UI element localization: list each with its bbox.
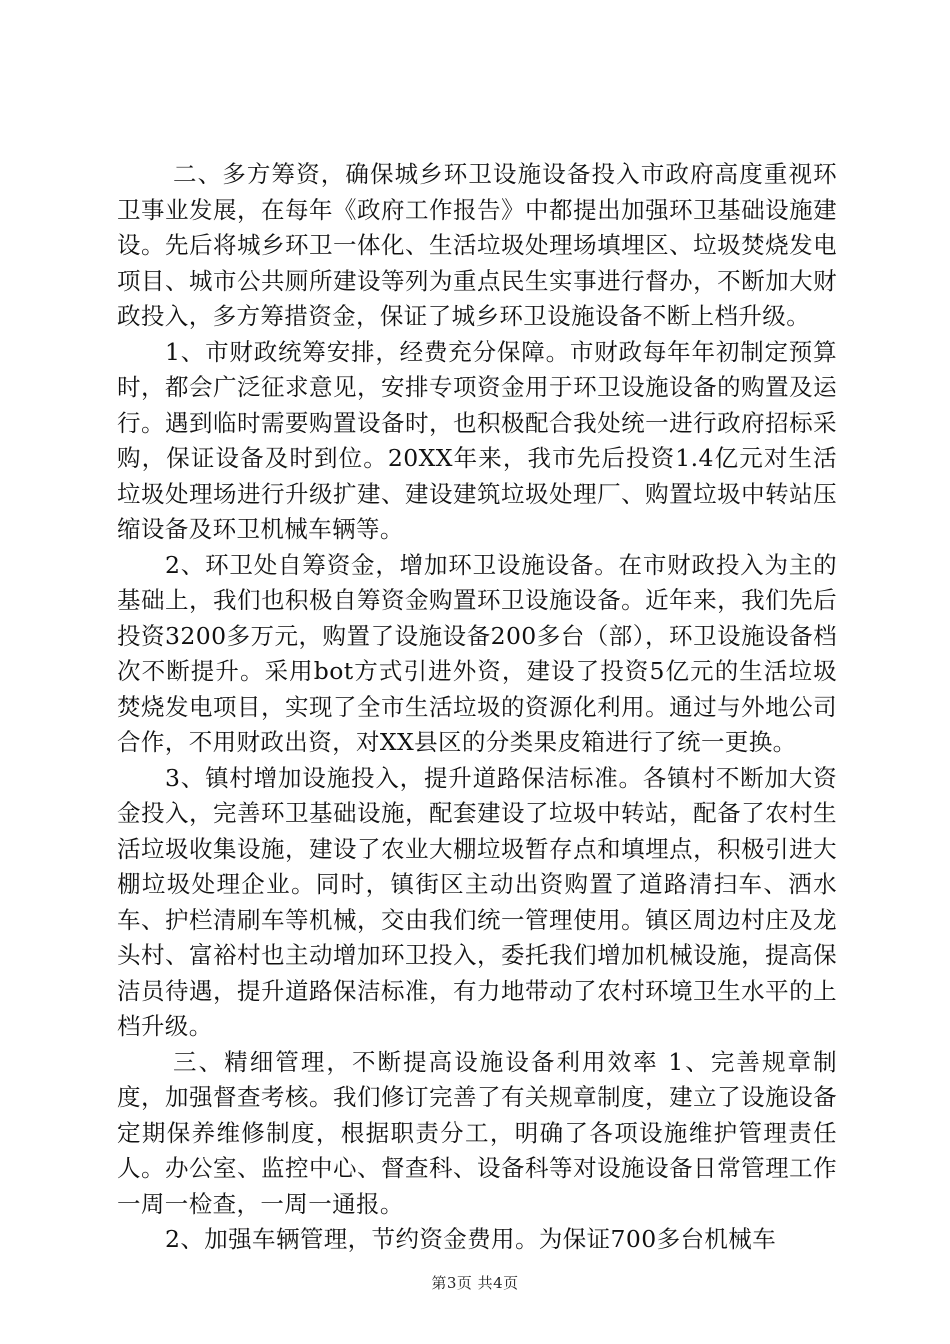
paragraph-item-2: 2、环卫处自筹资金，增加环卫设施设备。在市财政投入为主的基础上，我们也积极自筹资金购置环卫设施设备。近年来，我们先后投资3200多万元，购置了设施设备200多台（部），环卫设施设备档次不断提升。采用bot方式引进外资，建设了投资5亿元的生活垃圾焚烧发电项目，实现了全市生活垃圾的资源化利用。通过与外地公司合作，不用财政出资，对XX县区的分类果皮箱进行了统一更换。 <box>117 550 837 756</box>
document-body <box>117 157 837 1258</box>
paragraph-item-1: 1、市财政统筹安排，经费充分保障。市财政每年年初制定预算时，都会广泛征求意见，安排专项资金用于环卫设施设备的购置及运行。遇到临时需要购置设备时，也积极配合我处统一进行政府招标采购，保证设备及时到位。20XX年来，我市先后投资1.4亿元对生活垃圾处理场进行升级扩建、建设建筑垃圾处理厂、购置垃圾中转站压缩设备及环卫机械车辆等。 <box>117 337 837 543</box>
page-number-footer: 第3页 共4页 <box>431 1274 519 1292</box>
paragraph-item-3: 3、镇村增加设施投入，提升道路保洁标准。各镇村不断加大资金投入，完善环卫基础设施，配套建设了垃圾中转站，配备了农村生活垃圾收集设施，建设了农业大棚垃圾暂存点和填埋点，积极引进大棚垃圾处理企业。同时，镇街区主动出资购置了道路清扫车、洒水车、护栏清刷车等机械，交由我们统一管理使用。镇区周边村庄及龙头村、富裕村也主动增加环卫投入，委托我们增加机械设施，提高保洁员待遇，提升道路保洁标准，有力地带动了农村环境卫生水平的上档升级。 <box>117 763 837 1040</box>
paragraph-section-two: 二、多方筹资，确保城乡环卫设施设备投入市政府高度重视环卫事业发展，在每年《政府工作报告》中都提出加强环卫基础设施建设。先后将城乡环卫一体化、生活垃圾处理场填埋区、垃圾焚烧发电项目、城市公共厕所建设等列为重点民生实事进行督办，不断加大财政投入，多方筹措资金，保证了城乡环卫设施设备不断上档升级。 <box>117 160 837 330</box>
paragraph-item-2-vehicles: 2、加强车辆管理，节约资金费用。为保证700多台机械车 <box>165 1225 777 1253</box>
paragraph-section-three: 三、精细管理，不断提高设施设备利用效率 1、完善规章制度，加强督查考核。我们修订完善了有关规章制度，建立了设施设备定期保养维修制度，根据职责分工，明确了各项设施维护管理责任人。办公室、监控中心、督查科、设备科等对设施设备日常管理工作一周一检查，一周一通报。 <box>117 1047 837 1218</box>
